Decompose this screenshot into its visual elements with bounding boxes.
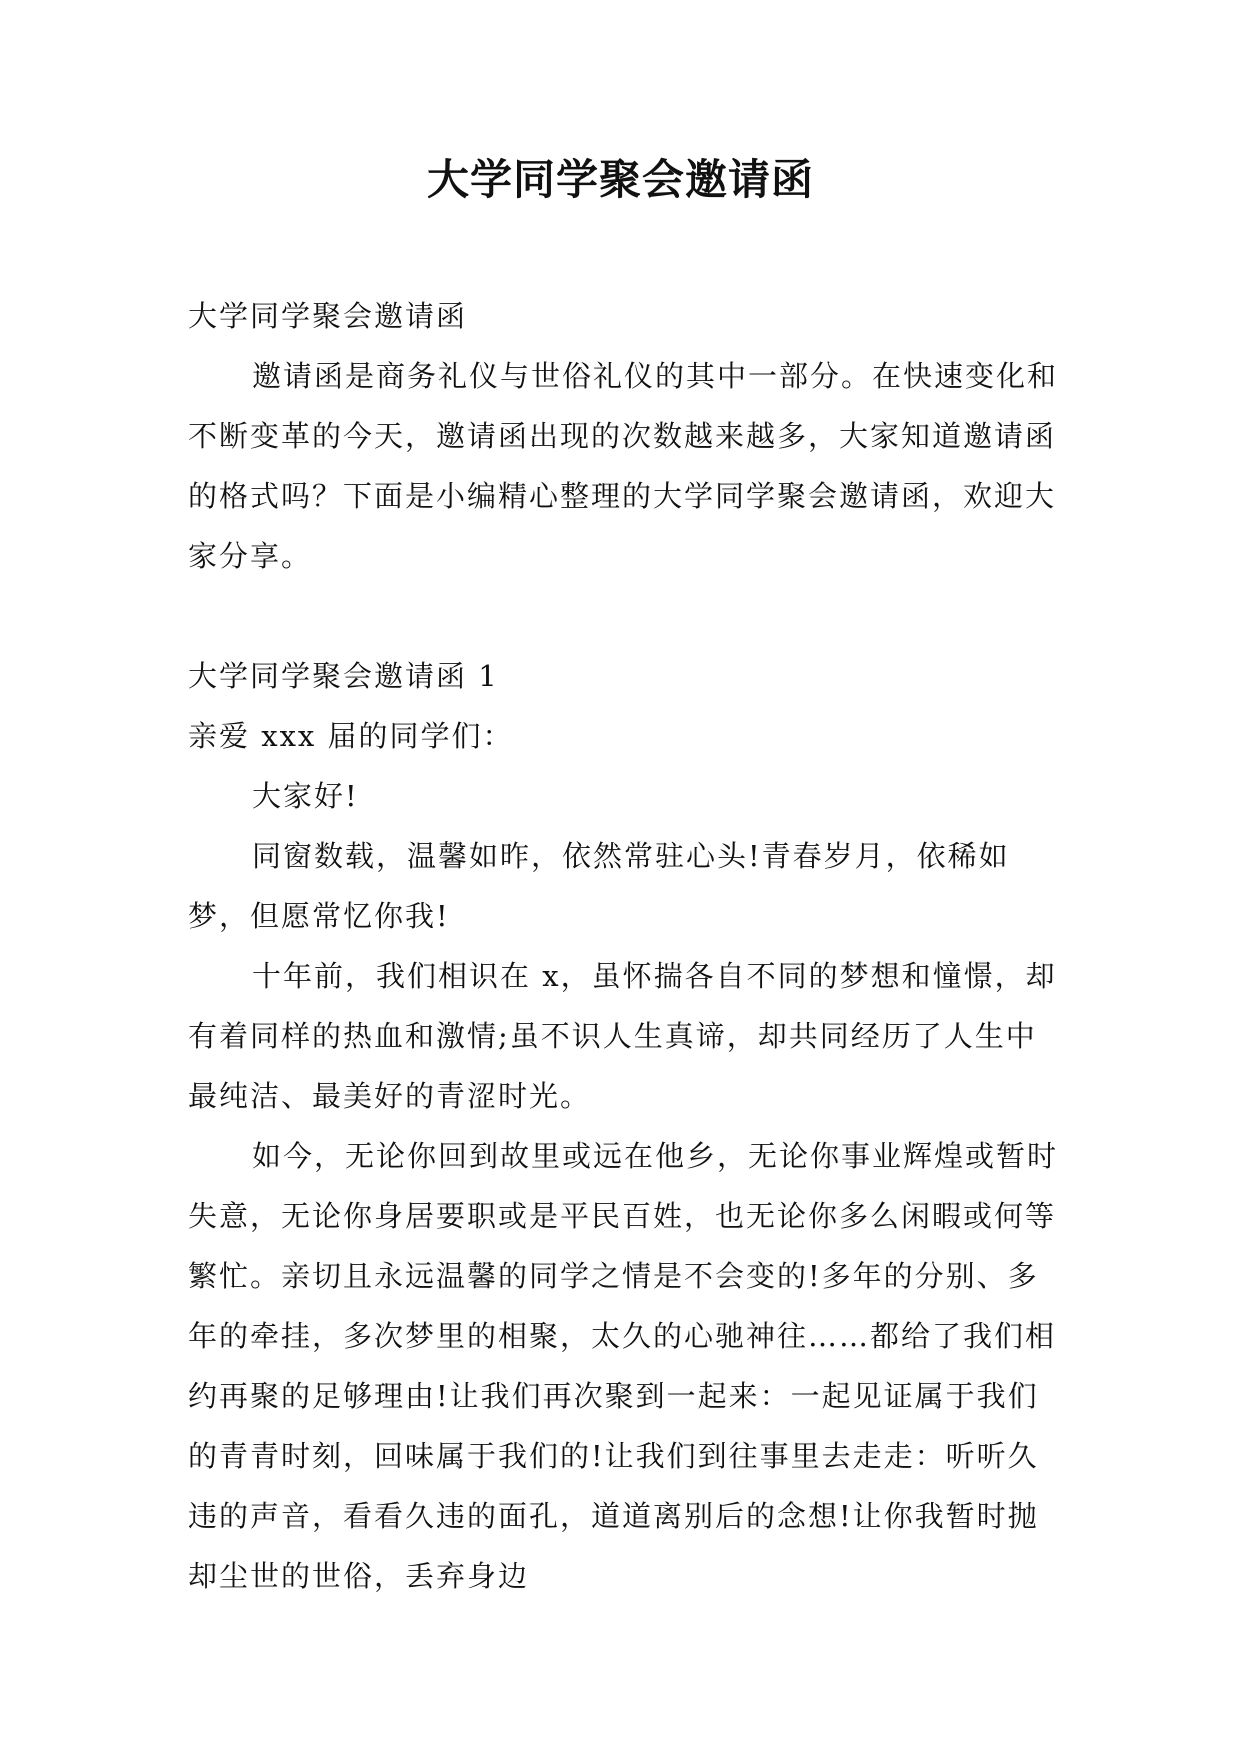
document-subtitle: 大学同学聚会邀请函 <box>188 299 468 333</box>
salutation-line: 亲爱 xxx 届的同学们： <box>188 719 514 753</box>
letter-paragraph: 十年前，我们相识在 x，虽怀揣各自不同的梦想和憧憬，却有着同样的热血和激情;虽不识人生真谛，却共同经历了人生中最纯洁、最美好的青涩时光。 <box>188 959 1057 1113</box>
document-title: 大学同学聚会邀请函 <box>426 155 814 204</box>
greeting-line: 大家好! <box>252 779 359 813</box>
document-body <box>188 286 1058 1606</box>
letter-paragraph: 如今，无论你回到故里或远在他乡，无论你事业辉煌或暂时失意，无论你身居要职或是平民百姓，也无论你多么闲暇或何等繁忙。亲切且永远温馨的同学之情是不会变的!多年的分别、多年的牵挂，多次梦里的相聚，太久的心驰神往……都给了我们相约再聚的足够理由!让我们再次聚到一起来：一起见证属于我们的青青时刻，回味属于我们的!让我们到往事里去走走：听听久违的声音，看看久违的面孔，道道离别后的念想!让你我暂时抛却尘世的世俗，丢弃身边 <box>188 1139 1059 1593</box>
section-spacer <box>188 586 1058 646</box>
letter-paragraph: 同窗数载，温馨如昨，依然常驻心头!青春岁月，依稀如梦，但愿常忆你我! <box>188 839 1010 933</box>
section-heading: 大学同学聚会邀请函 1 <box>188 659 499 693</box>
intro-paragraph: 邀请函是商务礼仪与世俗礼仪的其中一部分。在快速变化和不断变革的今天，邀请函出现的次数越来越多，大家知道邀请函的格式吗？下面是小编精心整理的大学同学聚会邀请函，欢迎大家分享。 <box>188 359 1059 573</box>
